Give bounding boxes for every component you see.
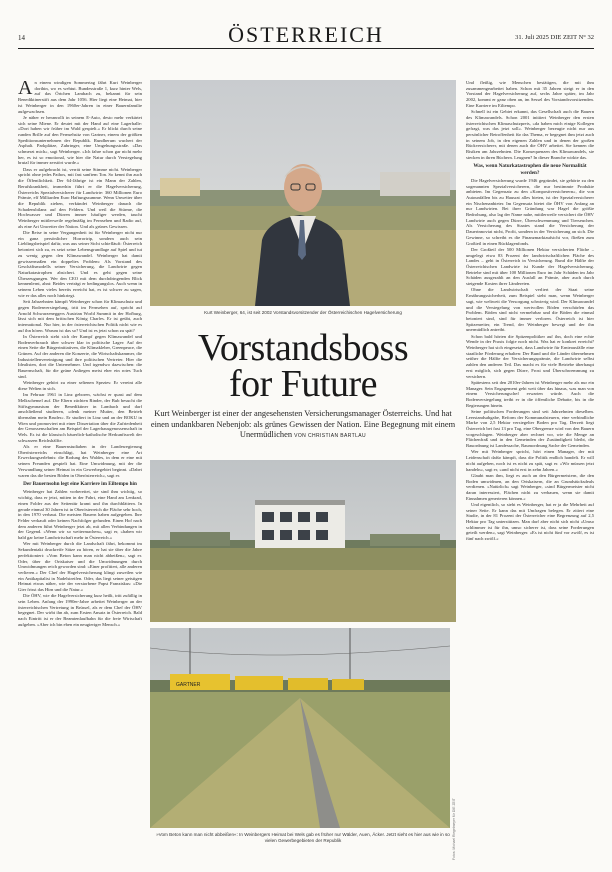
page-number: 14 [18, 34, 25, 42]
body-paragraph: Weinberger hat Zahlen vorbereitet, sie sind ihm wichtig, so wichtig, dass er jetzt, mitten in der Fahrt, eine Hand am Lenkrad, einen Folder aus der Seitentür kramt und ihn durchblättern. In gerade einmal 30 Jahren ist in Oberösterreich die Fläche sehr hoch, in den 1970 verbaut. Die meisten Bauern haben aufgegeben. Ihre Felder verkauft oder keinen Nachfolger gefunden. Einen Hof nach dem anderen führt Weinberger jetzt ab, mit allen Verbindungen in der Gegend. »Wenn wir so weitermachen«, sagt er, »haben wir bald gar keine Landwirtschaft mehr in Österreich.« [18, 489, 142, 541]
body-paragraph: Der Großteil der 500 Millionen Hektar versicherten Fläche – umgelegt etwa 83 Prozent der landwirtschaftlichen Fläche des Landes – geht in Österreich in Versicherung. Rund die Hälfte der Österreichischen Landwirte ist Kunde der Hagelversicherung. Betriebe sind mit über 100 Millionen Euro im Jahr Schäden im Jahr Schäden ausgezahlt an den Ausfall an Prämie, aber auch durch steigende Kosten ihrer Ländereien. [466, 246, 594, 287]
section-title: ÖSTERREICH [228, 22, 384, 47]
headline [150, 327, 456, 405]
body-paragraph: Die Hagelversicherung wurde 1946 gegründet, sie gehörte zu den sogenannten Spezialversicherern, die nur bestimmte Produkte anbieten. Im Gegensatz zu den »Kompositversicherern«, die von Autounfällen bis zu Hausrat alles bieten, ist der Spezialversicherer ein Nischenanbieter. Im Gegensatz bietet die ÖHV von Anfang an nur Landwirten. Bei ihrer Gründung war Hagel die größte Bedrohung, also lag der Name nahe, mittlerweile versichert die ÖHV Landwirte auch gegen Dürre, Überschwemmung und Tierseuchen. Als Versicherung des Staates stand die Versicherung der Dauerinnoviat nicht, Profit, sondern in der Versicherung an sich. Die Gewinne, so schreibt es die Finanzmarktaufsicht vor, fließen zum Großteil in einen Rücklagenfonds. [466, 177, 594, 246]
body-paragraph: Und fleißig, wie Menschen bestätigen, die mit ihm zusammengearbeitet haben. Schon mit 35 Jahren steigt er in den Vorstand der Hagelversicherung auf, sechs Jahre später, im Jahr 2002, kommt er ganz oben an, im Sessel des Vorstandsvorsitzenden. Eine Karriere im Eiltempo. [466, 80, 594, 108]
body-paragraph: Schon bald hörten die Spitzenpolitiker auf ihn, doch eine echte Wende in der Praxis folgte noch nicht. Was hat er konkret erreicht? Weinberger hat sich eingesetzt, dass Landwirte für Ernteausfälle eine staatliche Förderung erhalten: Der Bund und die Länder übernehmen seither die Hälfte der Versicherungsprämie, die Landwirte selbst zahlen den anderen Teil. Das macht es für viele Betriebe überhaupt erst möglich, sich gegen Dürre, Frost und Überschwemmung zu versichern. [466, 333, 594, 379]
body-paragraph: Seine politischen Forderungen sind seit Jahrzehnten dieselben. Leerstandsabgabe, Reform der Kommunalsteuern, eine verbindliche Marke von 2,5 Hektar versiegelter Boden pro Tag. Derzeit liegt Österreich bei fast 13 pro Tag, eine Obergrenze wird von den Bauern vorgeschlagen. Weinberger aber rechnet vor, wie die Menge an Flächenfraß und in den Gemeinden der Zuständigkeit bleibt, die Bauordnung ist Landessache, Raumordnung Sache der Gemeinden. [466, 408, 594, 449]
body-paragraph: Die ÖHV, wie die Hagelversicherung kurz heißt, tritt zufällig in sein Leben. Anfang der 1990er-Jahre arbeitet Weinberger an der österreichischen Vertretung in Brüssel, als er dem Chef der ÖHV begegnet. Der wirbt ihn ab, zum Ersten Ansatz in Österreich. Bald nach Eintritt ist er der Beamtenlaufbahn für die freie Wirtschaft aufgeben. »Aber ich bin eben ein neugieriger Mensch.« [18, 593, 142, 627]
trailers-photo [150, 628, 450, 828]
column-left [18, 80, 142, 855]
body-paragraph: Spätestens seit den 2010er-Jahren ist Weinberger mehr als nur ein Manager. Sein Engagement geht weit über das hinaus, was man von einem Versicherungschef erwarten würde. Auch die Bodenversiegelung treibt er in die öffentliche Debatte, bis in die Regierungen hinein. [466, 379, 594, 408]
trailer-sign-text: GARTNER [176, 682, 201, 688]
body-paragraph: Wer mit Weinberger durch die Landschaft fährt, bekommt im Sekundentakt druckreife Sätze zu hören, er hat sie über die Jahre perfektioniert: »Vom Beton kann man nicht abbeißen«, sagt er. Oder, über die Ortskaiser und die Umwidmungen durch Umwidmungen reich geworden sind: »Einer profitiert, alle anderen verlieren.« Der Chef der Hagelversicherung klingt zuweilen wie ein Antikapitalist in Nadelstreifen. Oder, das liegt seiner geistigen Heimat etwas näher, wie der verstorbene Papst Franziskus: »Die Gier frisst das Hirn und die Natur.« [18, 541, 142, 593]
body-paragraph: Ohne die Landwirtschaft verliert der Staat seine Ernährungssicherheit, zum Beispiel sieht man, wenn Weinberger sagt, wie weltweit die Versorgung schwierig wird. Der Klimawandel und die Versiegelung von wertvollen Böden verschärfen das Problem. Böden sind nicht vermehrbar und die Böden die einmal betoniert sind, sind für immer verloren. Österreich ist hier Spitzenreiter, ein Trend, der Weinberger bewegt und der ihn unermüdlich antreibt. [466, 287, 594, 333]
standfirst [150, 409, 456, 442]
photo-credit: Fotos: Michael Riegelmeyer für DIE ZEIT [452, 798, 456, 860]
portrait-caption: Kurt Weinberger, 64, ist seit 2002 Vorstandsvorsitzender der Österreichischen Hagelversicherung [204, 310, 402, 315]
body-paragraph: Wer mit Weinberger spricht, hört einen Manager, der mit Leidenschaft dafür kämpft, dass die Politik endlich handelt. Er will nicht aufgeben, noch ist es nicht zu spät, sagt er. »Wir müssen jetzt handeln«, sagt er, »und nicht erst in zehn Jahren.« [466, 449, 594, 472]
body-paragraph: Schnell ist ein Gebiet erkannt, das Gesellschaft auch die Bauern des Klimawandels. Schon 2001 initiiert Weinberger den ersten österreichischen Klimaschutzpreis, »da haben mich einige Kollegen gefragt, was das jetzt soll«. Weinberger bezeugte nicht nur aus persönlicher Betroffenheit für das Thema, er begegnet ihm jetzt auch in seinem Job, in den eigenen Zahlen und in denen der großen Rückversicherer, mit denen auch die ÖHV arbeitet. Sie kennen die Risiken am Jahrzehnten. Die Konsequenzen des Klimawandels, sie stecken in ihren Büchern. Leugnen? In dieser Branche wirkte das. [466, 109, 594, 160]
field-caption: »Vom Beton kann man nicht abbeißen«: In Weinbergers Heimat bei Wels gab es früher nur Wälder, Auen, Äcker. Jetzt sieht es hier aus wie in so vielen Gewerbegebieten der Republik [156, 832, 450, 843]
dateline: 31. Juli 2025 DIE ZEIT N° 32 [515, 34, 594, 41]
building-photo [150, 460, 456, 622]
body-paragraph: In Österreich steht sich der Kampf gegen Klimawandel und Bodenverbrauch über schwer klar in politische Lager: Auf der einen Seite die Bürgerinitiativen, die Klimakleber, Greenpeace, die Grünen. Auf der anderen die Konzerte, die Wirtschaftskammer, die Industriellenvereinigung und ihre politischen Vertreter. Hier die Idealisten, dort die Unternehmer. Und irgendwo dazwischen: die Bauernschaft, für die grüne Anliegen meist eher ein rotes Tuch sind. [18, 333, 142, 379]
headline-line-1: Vorstandsboss [197, 327, 409, 369]
body-paragraph: Im Februar 1961 in Linz geboren, wächst er quasi auf dem Melkschemel auf. Die Eltern züchten Rinder, der Bub besucht die Stiftsgymnasium der Benediktiner in Lambach und darf anschließend studieren, »denk meiner Mutter, den Betrieb übernahm mein Bruder«. Er studiert in Linz und an der BOKU in Wien und promoviert mit einer Dissertation über die Zufriedenheit der Genossenschaften am Beispiel der Lagerhausgenossenschaft in Wels. Es ist die klassisch bäuerlich-katholische Herkunftswelt der schwarzen Reichshälfte. [18, 392, 142, 443]
body-paragraph: Dass er aufgebracht ist, verrät seine Stimme nicht. Weinberger spricht ohne jedes Pathos, mit fast sanftem Ton. So kennt ihn auch die Öffentlichkeit. Der 64-Jährige ist ein Mann der Zahlen, Berufskrankheit, immerhin führt er die Hagelversicherung, Österreichs Spezialversicherer für Landwirte: 360 Millionen Euro Prämie, elf Milliarden Euro Haftungssumme. Wenn Unwetter über die Republik ziehen, verkündet Weinberger danach die Schadensbilanz auf den Feldern. Und weil die Stürme, die Hochwasser und Dürren immer häufiger werden, taucht Weinberger mittlerweile regelmäßig im Fernsehen und Radio auf, als eine Art Unwetter der Nation. Und als grünes Gewissen. [18, 166, 142, 229]
body-paragraph: Glaubt man ihm, liegt es auch an den Bürgermeistern, die den Boden umwidmen, an den Ortskaisern, die an Grundstücksdeals verdienen. »Natürlich« sagt Weinberger, »sind Bürgermeister nicht daran interessiert, Flächen nicht zu verbauen, wenn sie damit Einnahmen generieren können.« [466, 472, 594, 501]
body-paragraph: Und eigentlich, so sieht es Weinberger, hat er ja die Mehrheit auf seiner Seite. Er kann das mit Umfragen belegen. Er zitiert eine Studie, in der 81 Prozent der Österreicher eine Begrenzung auf 2,5 Hektar pro Tag unterstützen. Man darf aber nicht sich nicht »Umso schlimmer ist für ihn, umso sicherer ist, dass seine Forderungen geteilt werden«, sagt Weinberger. »Es ist nicht fünf vor zwölf, es ist fünf nach zwölf.« [466, 501, 594, 542]
body-paragraph: Je näher er heranrollt in seinem E-Auto, desto mehr verkärtet sich seine Miene. Er deutet mit der Hand auf eine Lagerhalle: »Dort haben wir früher im Wald gespielt.« Er blickt durch seine runden Brille auf den Fernsehsitz von Gartner, einem der größten Speditionsunternehmen der Republik. Rundherum wuchert der Asphalt. Parkplätze, Zubringer, eine Umgehungsstraße. »Das schmerzt mich«, sagt Weinberger. »Ich fahre schon gar nicht mehr her, es ist so emotional, wie hier die Natur durch Versiegelung brutal für immer zerstört wurde.« [18, 114, 142, 166]
portrait-photo [150, 80, 456, 306]
body-paragraph: Die Reise in seine Vergangenheit ist für Weinberger nicht nur ein ganz persönlicher Horrortrip, sondern auch sein Lieblingsbeispiel dafür, was aus seiner Sicht schiefläuft: Österreich betoniert sich zu, es setzt seine Lebensgrundlage auf Spiel und tut zu wenig gegen den Klimawandel. Weinberger hat damit gewissermaßen ein doppeltes Problem: Als Vorstand des Geschäftsmodells seiner Versicherung, die Landwirte gegen Naturkatastrophen absichert. Und es geht gegen seine Überzeugungen. Wer den CEO mit dem durchdringenden Blick kennenlernt, ahnt: Beides verträgt er bedingungslos. Auch wenn in seinem Leben vieles bereits erreicht hat, es ist schwer zu sagen, wie er das alles noch hinkriegt. [18, 230, 142, 298]
subheading: Was, wenn Naturkatastrophen die neue Normalität werden? [473, 163, 587, 176]
byline: VON CHRISTIAN BARTLAU [294, 433, 367, 439]
subheading: Der Bauernsohn legt eine Karriere im Eiltempo hin [23, 481, 137, 488]
body-paragraph: Als er eine Bauernstudiaben in der Landesregierung Oberösterreichs einschlägt, hat Weinberger eine Art Erweckungserlebnis: die Rodung des Waldes, in dem er eine mit seinen Freunden gespielt hat. Eine Umwidmung, mit der die Verwandlung seiner Heimat in ein Gewerbegebiet beginnt. »Dabei waren das die besten Böden in Oberösterreich«, sagt er. [18, 444, 142, 478]
body-paragraph: Weinberger gehört zu einer seltenen Spezies: Er vereint alle diese Welten in sich. [18, 380, 142, 391]
body-paragraph: Seit Jahrzehnten kämpft Weinberger schon für Klimaschutz und gegen Bodenversiegelung, tritt im Fernsehen auf, spricht auf Arnold Schwarzeneggers Austrian World Summit in der Hofburg, lässt sich mit dem britischen König Charles. Er ist geübt, auch international. Nur hier, in der österreichischen Politik nicht wie es auf ihn hören. Warum ist das so? Und ist es jetzt schon zu spät? [18, 299, 142, 333]
headline-line-2: for Future [228, 363, 378, 405]
standfirst-text: Kurt Weinberger ist einer der angesehensten Versicherungsmanager Österreichs. Und hat einen undankbaren Nebenjob: als grünes Gewissen der Nation. Eine Begegnung mit einem Unermüdlichen [150, 409, 456, 439]
column-right [466, 80, 594, 855]
drop-cap: A [18, 80, 33, 99]
lead-paragraph: An einem windigen Sommertag fährt Kurt Weinberger dorthin, wo es wehtut. Bundesstraße 1, kurz hinter Wels, auf das Örtchen Lambach zu, bekannt für sein Benediktinerstift aus dem Jahr 1056. Hier liegt eine Heimat, hier ist Weinberger in den 1960er-Jahren in einer Bauernfamilie aufgewachsen. [18, 80, 142, 114]
header-rule [18, 48, 594, 49]
